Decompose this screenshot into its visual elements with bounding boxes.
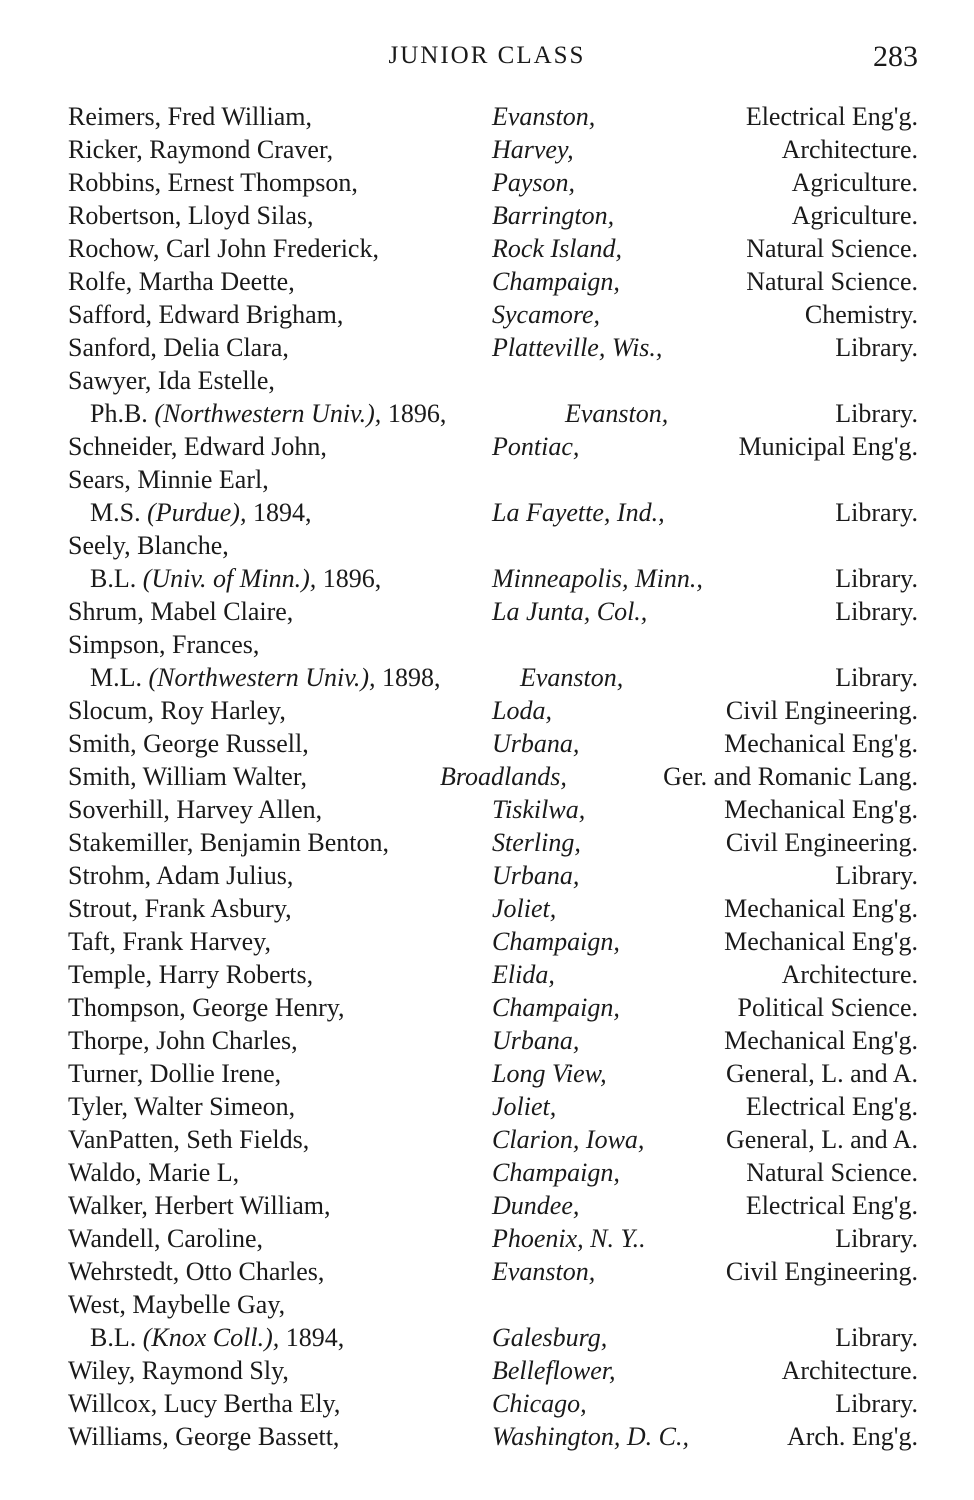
student-name: Reimers, Fred William, bbox=[68, 102, 312, 131]
student-name: Smith, William Walter, bbox=[68, 762, 307, 791]
department: Civil Engineering. bbox=[725, 828, 918, 857]
degree-line bbox=[0, 397, 974, 430]
student-name: Shrum, Mabel Claire, bbox=[68, 597, 294, 626]
degree-year: 1898, bbox=[382, 663, 441, 692]
hometown: Chicago, bbox=[492, 1389, 587, 1418]
degree-institution: (Purdue), bbox=[147, 498, 247, 527]
degree-line bbox=[0, 1321, 974, 1354]
degree-line bbox=[0, 496, 974, 529]
student-name: Waldo, Marie L, bbox=[68, 1158, 240, 1187]
hometown: Tiskilwa, bbox=[492, 795, 586, 824]
department: Library. bbox=[835, 564, 918, 593]
hometown: Urbana, bbox=[492, 1026, 580, 1055]
student-name: Sanford, Delia Clara, bbox=[68, 333, 289, 362]
student-entry bbox=[0, 727, 974, 760]
hometown: Broadlands, bbox=[440, 762, 567, 791]
degree-abbrev: M.L. bbox=[90, 663, 142, 692]
degree-year: 1896, bbox=[387, 399, 447, 428]
hometown: La Junta, Col., bbox=[492, 597, 648, 626]
hometown: Champaign, bbox=[492, 1158, 620, 1187]
department: Civil Engineering. bbox=[725, 696, 918, 725]
degree bbox=[90, 1321, 344, 1354]
student-entry bbox=[0, 100, 974, 133]
student-name: Robbins, Ernest Thompson, bbox=[68, 168, 358, 197]
department: Library. bbox=[835, 1323, 918, 1352]
student-name: West, Maybelle Gay, bbox=[68, 1290, 286, 1319]
hometown: Sycamore, bbox=[492, 300, 601, 329]
department: Library. bbox=[835, 333, 918, 362]
degree bbox=[90, 562, 381, 595]
hometown: Barrington, bbox=[492, 201, 615, 230]
degree-line bbox=[0, 562, 974, 595]
hometown: Urbana, bbox=[492, 861, 580, 890]
student-entry bbox=[0, 199, 974, 232]
degree-abbrev: M.S. bbox=[90, 498, 141, 527]
student-entry bbox=[0, 166, 974, 199]
student-name: Williams, George Bassett, bbox=[68, 1422, 340, 1451]
department: Natural Science. bbox=[746, 267, 918, 296]
student-entry bbox=[0, 298, 974, 331]
student-entry bbox=[0, 364, 974, 397]
student-entry bbox=[0, 1387, 974, 1420]
student-entry bbox=[0, 793, 974, 826]
hometown: Evanston, bbox=[492, 1257, 596, 1286]
student-name: Robertson, Lloyd Silas, bbox=[68, 201, 314, 230]
hometown: Loda, bbox=[492, 696, 552, 725]
department: General, L. and A. bbox=[725, 1125, 918, 1154]
department: Library. bbox=[835, 861, 918, 890]
hometown: Galesburg, bbox=[492, 1323, 608, 1352]
student-name: Simpson, Frances, bbox=[68, 630, 260, 659]
student-entry bbox=[0, 331, 974, 364]
student-name: Safford, Edward Brigham, bbox=[68, 300, 344, 329]
hometown: Rock Island, bbox=[492, 234, 622, 263]
hometown: Joliet, bbox=[492, 1092, 557, 1121]
department: General, L. and A. bbox=[725, 1059, 918, 1088]
student-entry bbox=[0, 1057, 974, 1090]
student-entry bbox=[0, 133, 974, 166]
student-entry bbox=[0, 925, 974, 958]
student-name: Sears, Minnie Earl, bbox=[68, 465, 269, 494]
student-name: Sawyer, Ida Estelle, bbox=[68, 366, 275, 395]
department: Architecture. bbox=[781, 1356, 918, 1385]
department: Library. bbox=[835, 498, 918, 527]
student-entry bbox=[0, 1123, 974, 1156]
student-entry bbox=[0, 430, 974, 463]
student-entry bbox=[0, 1024, 974, 1057]
student-name: Soverhill, Harvey Allen, bbox=[68, 795, 323, 824]
student-name: Slocum, Roy Harley, bbox=[68, 696, 286, 725]
hometown: Pontiac, bbox=[492, 432, 580, 461]
degree-year: 1896, bbox=[322, 564, 382, 593]
hometown: Elida, bbox=[492, 960, 555, 989]
student-entry bbox=[0, 958, 974, 991]
student-entry bbox=[0, 1090, 974, 1123]
department: Chemistry. bbox=[804, 300, 918, 329]
degree-institution: (Northwestern Univ.), bbox=[148, 663, 376, 692]
student-name: Temple, Harry Roberts, bbox=[68, 960, 314, 989]
department: Library. bbox=[835, 1224, 918, 1253]
degree-institution: (Knox Coll.), bbox=[142, 1323, 280, 1352]
student-entry bbox=[0, 892, 974, 925]
department: Natural Science. bbox=[746, 234, 918, 263]
hometown: Urbana, bbox=[492, 729, 580, 758]
degree-abbrev: B.L. bbox=[90, 1323, 137, 1352]
student-entry bbox=[0, 1420, 974, 1453]
student-entry bbox=[0, 1222, 974, 1255]
student-entry bbox=[0, 232, 974, 265]
department: Agriculture. bbox=[791, 201, 918, 230]
department: Electrical Eng'g. bbox=[745, 102, 918, 131]
student-name: Tyler, Walter Simeon, bbox=[68, 1092, 296, 1121]
hometown: Champaign, bbox=[492, 927, 620, 956]
page-title: JUNIOR CLASS bbox=[388, 42, 586, 69]
hometown: La Fayette, Ind., bbox=[492, 498, 665, 527]
hometown: Evanston, bbox=[520, 663, 624, 692]
student-entry bbox=[0, 859, 974, 892]
hometown: Dundee, bbox=[492, 1191, 580, 1220]
student-name: Rolfe, Martha Deette, bbox=[68, 267, 295, 296]
student-name: Wiley, Raymond Sly, bbox=[68, 1356, 289, 1385]
department: Library. bbox=[835, 399, 918, 428]
hometown: Long View, bbox=[492, 1059, 607, 1088]
student-entry bbox=[0, 1354, 974, 1387]
department: Electrical Eng'g. bbox=[745, 1191, 918, 1220]
department: Architecture. bbox=[781, 960, 918, 989]
department: Electrical Eng'g. bbox=[745, 1092, 918, 1121]
hometown: Phoenix, N. Y.. bbox=[492, 1224, 646, 1253]
page-number: 283 bbox=[873, 40, 918, 73]
department: Mechanical Eng'g. bbox=[724, 927, 918, 956]
student-name: Thompson, George Henry, bbox=[68, 993, 345, 1022]
student-entry bbox=[0, 694, 974, 727]
degree-line bbox=[0, 661, 974, 694]
student-name: Stakemiller, Benjamin Benton, bbox=[68, 828, 390, 857]
student-name: Strout, Frank Asbury, bbox=[68, 894, 292, 923]
department: Ger. and Romanic Lang. bbox=[663, 762, 918, 791]
student-entry bbox=[0, 1288, 974, 1321]
degree-year: 1894, bbox=[285, 1323, 345, 1352]
hometown: Evanston, bbox=[492, 102, 596, 131]
student-entry bbox=[0, 1156, 974, 1189]
department: Agriculture. bbox=[791, 168, 918, 197]
student-name: Thorpe, John Charles, bbox=[68, 1026, 298, 1055]
hometown: Evanston, bbox=[565, 399, 669, 428]
department: Library. bbox=[835, 663, 918, 692]
student-name: Taft, Frank Harvey, bbox=[68, 927, 271, 956]
hometown: Payson, bbox=[492, 168, 576, 197]
student-entry bbox=[0, 463, 974, 496]
student-name: Walker, Herbert William, bbox=[68, 1191, 331, 1220]
department: Library. bbox=[835, 597, 918, 626]
hometown: Joliet, bbox=[492, 894, 557, 923]
student-name: Wandell, Caroline, bbox=[68, 1224, 264, 1253]
student-name: VanPatten, Seth Fields, bbox=[68, 1125, 310, 1154]
degree bbox=[90, 397, 446, 430]
student-entry bbox=[0, 1189, 974, 1222]
student-name: Ricker, Raymond Craver, bbox=[68, 135, 334, 164]
degree bbox=[90, 661, 441, 694]
degree bbox=[90, 496, 311, 529]
student-entry bbox=[0, 529, 974, 562]
student-entry bbox=[0, 826, 974, 859]
degree-institution: (Northwestern Univ.), bbox=[154, 399, 382, 428]
student-entry bbox=[0, 628, 974, 661]
running-head bbox=[0, 38, 974, 78]
student-name: Schneider, Edward John, bbox=[68, 432, 327, 461]
department: Civil Engineering. bbox=[725, 1257, 918, 1286]
department: Mechanical Eng'g. bbox=[724, 729, 918, 758]
department: Mechanical Eng'g. bbox=[724, 795, 918, 824]
student-name: Smith, George Russell, bbox=[68, 729, 309, 758]
student-name: Turner, Dollie Irene, bbox=[68, 1059, 282, 1088]
student-entry bbox=[0, 760, 974, 793]
student-name: Wehrstedt, Otto Charles, bbox=[68, 1257, 325, 1286]
degree-abbrev: Ph.B. bbox=[90, 399, 148, 428]
degree-year: 1894, bbox=[252, 498, 312, 527]
department: Arch. Eng'g. bbox=[786, 1422, 918, 1451]
hometown: Platteville, Wis., bbox=[492, 333, 663, 362]
department: Natural Science. bbox=[746, 1158, 918, 1187]
student-entry bbox=[0, 1255, 974, 1288]
department: Municipal Eng'g. bbox=[738, 432, 918, 461]
department: Political Science. bbox=[737, 993, 918, 1022]
student-name: Rochow, Carl John Frederick, bbox=[68, 234, 379, 263]
hometown: Clarion, Iowa, bbox=[492, 1125, 645, 1154]
department: Mechanical Eng'g. bbox=[724, 1026, 918, 1055]
department: Library. bbox=[835, 1389, 918, 1418]
student-name: Strohm, Adam Julius, bbox=[68, 861, 294, 890]
student-entry bbox=[0, 595, 974, 628]
degree-institution: (Univ. of Minn.), bbox=[142, 564, 317, 593]
degree-abbrev: B.L. bbox=[90, 564, 137, 593]
student-entry bbox=[0, 991, 974, 1024]
department: Architecture. bbox=[781, 135, 918, 164]
student-name: Seely, Blanche, bbox=[68, 531, 229, 560]
hometown: Belleflower, bbox=[492, 1356, 616, 1385]
hometown: Sterling, bbox=[492, 828, 581, 857]
hometown: Champaign, bbox=[492, 993, 620, 1022]
student-name: Willcox, Lucy Bertha Ely, bbox=[68, 1389, 341, 1418]
hometown: Harvey, bbox=[492, 135, 574, 164]
department: Mechanical Eng'g. bbox=[724, 894, 918, 923]
hometown: Minneapolis, Minn., bbox=[492, 564, 703, 593]
hometown: Washington, D. C., bbox=[492, 1422, 689, 1451]
student-entry bbox=[0, 265, 974, 298]
hometown: Champaign, bbox=[492, 267, 620, 296]
